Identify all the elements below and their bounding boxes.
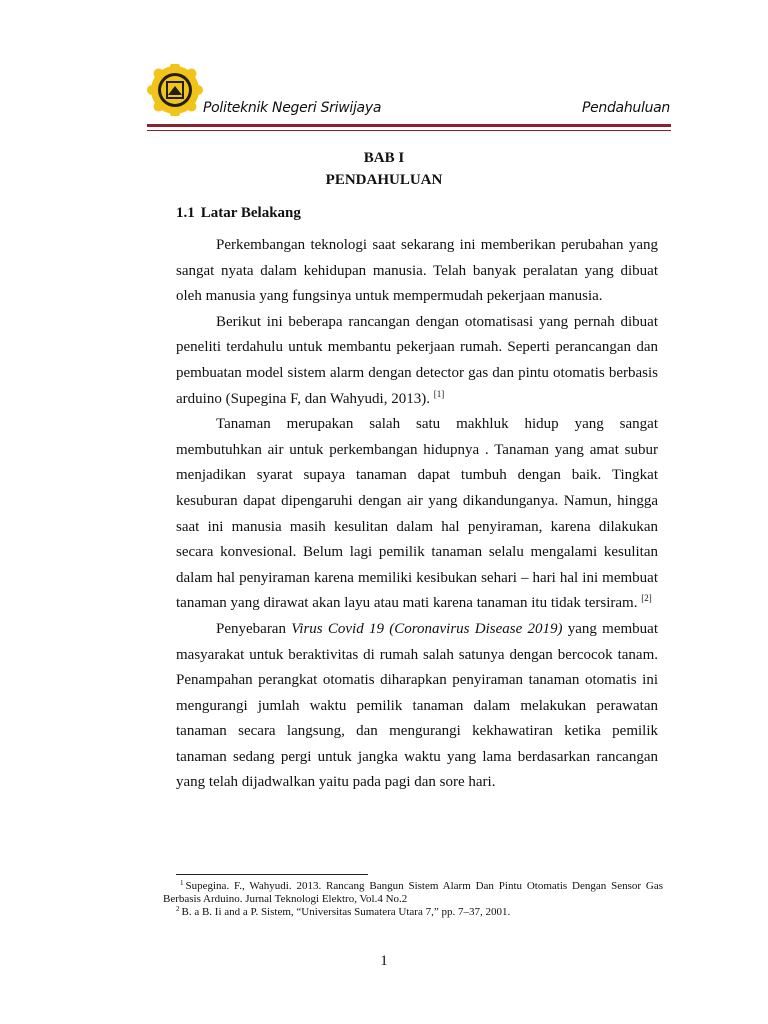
paragraph-text: Berikut ini beberapa rancangan dengan otomatisasi yang pernah dibuat peneliti terdahulu untuk membantu pekerjaan rumah. Seperti perancangan dan pembuatan model sistem alarm dengan detector gas dan pintu otomatis berbasis arduino (Supegina F, dan Wahyudi, 2013).	[176, 313, 658, 407]
footnote	[163, 880, 663, 906]
citation-ref: [1]	[433, 388, 445, 399]
footnote-mark: 1	[180, 879, 184, 887]
header-rule-thick	[147, 124, 671, 127]
section-heading	[176, 205, 307, 222]
paragraph-lead: Penyebaran	[216, 620, 292, 637]
paragraph-text: Perkembangan teknologi saat sekarang ini memberikan perubahan yang sangat nyata dalam kehidupan manusia. Telah banyak peralatan yang dibuat oleh manusia yang fungsinya untuk mempermudah pekerjaan manusia.	[176, 237, 658, 305]
chapter-number: BAB I	[363, 150, 405, 166]
footnote-mark: 2	[176, 905, 180, 913]
header-institution-name: Politeknik Negeri Sriwijaya	[203, 100, 382, 116]
footnote-text: Supegina. F., Wahyudi. 2013. Rancang Bangun Sistem Alarm Dan Pintu Otomatis Dengan Sensor Gas Berbasis Arduino. Jurnal Teknologi Elektro, Vol.4 No.2	[163, 880, 663, 905]
paragraph-text: yang membuat masyarakat untuk beraktivitas di rumah salah satunya dengan bercocok tanam. Penampahan perangkat otomatis diharapkan penyiraman tanaman otomatis ini mengurangi jumlah waktu pemilik tanaman dalam melakukan perawatan tanaman secara langsung, dan mengurangi kekhawatiran ketika pemilik tanaman sedang pergi untuk jangka waktu yang lama berdasarkan rancangan yang telah dijadwalkan yaitu pada pagi dan sore hari.	[176, 620, 659, 791]
footnotes	[163, 880, 663, 919]
paragraph-text: Tanaman merupakan salah satu makhluk hidup yang sangat membutuhkan air untuk perkembangan hidupnya . Tanaman yang amat subur menjadikan syarat supaya tanaman dapat tumbuh dengan baik. Tingkat kesuburan dapat dipengaruhi dengan air yang dikandunganya. Namun, hingga saat ini manusia masih kesulitan dalam hal penyiraman, karena dilakukan secara konvesional. Belum lagi pemilik tanaman selalu mengalami kesulitan dalam hal penyiraman karena memiliki kesibukan sehari – hari hal ini membuat tanaman yang dirawat akan layu atau mati karena tanaman itu tidak tersiram.	[176, 416, 658, 612]
body-text	[176, 233, 658, 796]
emphasized-term: Virus Covid 19 (Coronavirus Disease 2019)	[291, 620, 563, 637]
paragraph	[176, 412, 658, 617]
paragraph	[176, 310, 658, 412]
header-rule-thin	[147, 130, 671, 131]
paragraph	[176, 233, 658, 310]
logo-gear-emblem	[147, 64, 203, 116]
chapter-title: PENDAHULUAN	[325, 172, 443, 188]
institution-logo	[146, 64, 204, 116]
footnote	[163, 906, 663, 919]
footnote-text: B. a B. Ii and a P. Sistem, “Universitas Sumatera Utara 7,” pp. 7–37, 2001.	[181, 906, 511, 918]
page-number: 1	[380, 953, 388, 969]
paragraph	[176, 617, 658, 796]
section-title: Latar Belakang	[200, 205, 301, 221]
footnote-separator	[176, 874, 368, 875]
section-number: 1.1	[176, 205, 195, 221]
citation-ref: [2]	[641, 593, 652, 604]
header-section-name: Pendahuluan	[581, 100, 670, 116]
